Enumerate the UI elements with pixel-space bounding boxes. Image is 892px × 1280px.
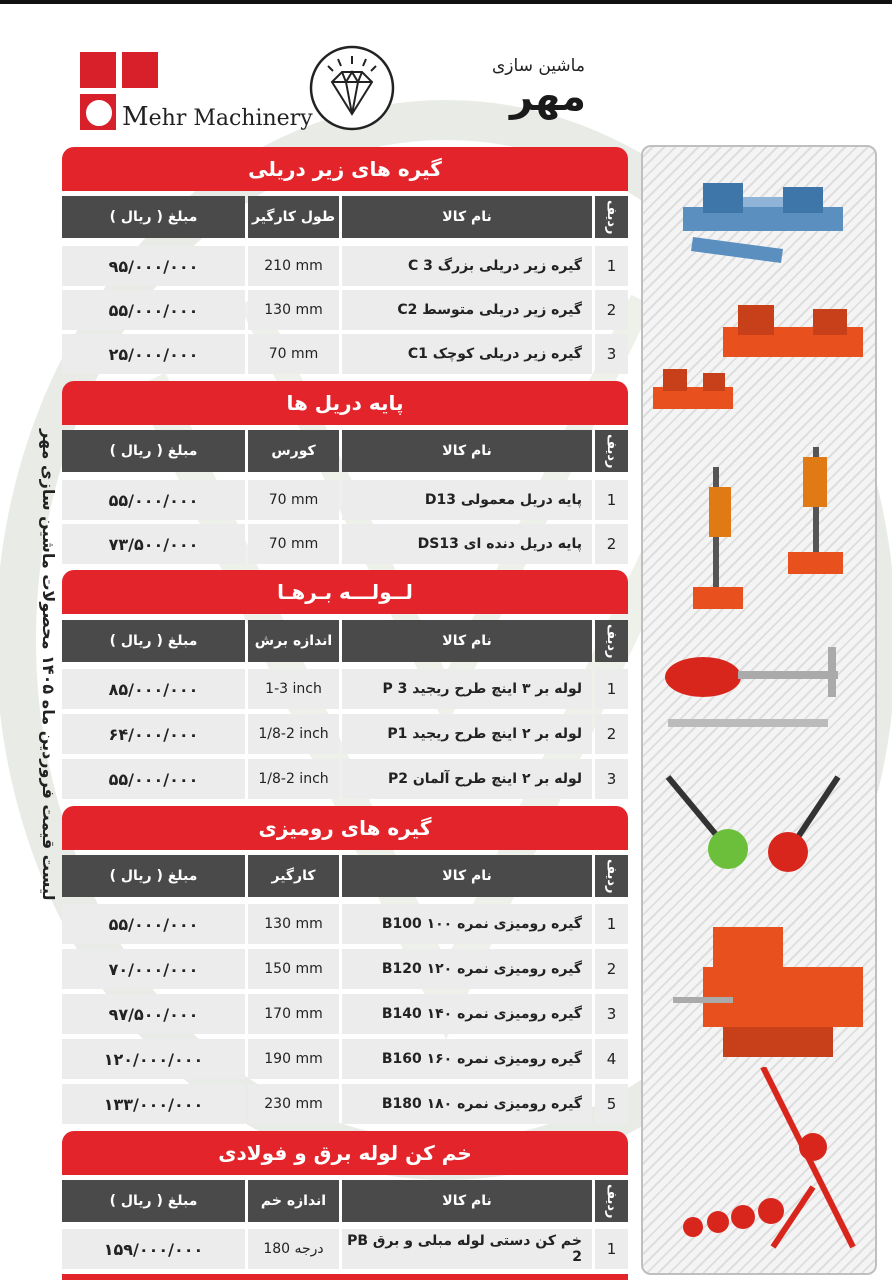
product-spec: 210 mm — [248, 246, 339, 286]
product-name: گیره زیر دریلی بزرگ C 3 — [342, 246, 592, 286]
bottom-accent-bar — [62, 1274, 628, 1280]
product-price: ۵۵/۰۰۰/۰۰۰ — [62, 759, 245, 799]
product-name: گیره زیر دریلی متوسط C2 — [342, 290, 592, 330]
product-spec: 130 mm — [248, 290, 339, 330]
row-number: 2 — [595, 714, 628, 754]
row-number: 3 — [595, 994, 628, 1034]
product-name: لوله بر ۲ اینچ طرح آلمان P2 — [342, 759, 592, 799]
col-header-price: مبلغ ( ریال ) — [62, 196, 245, 238]
product-name: گیره رومیزی نمره ۱۴۰ B140 — [342, 994, 592, 1034]
product-price: ۱۵۹/۰۰۰/۰۰۰ — [62, 1229, 245, 1269]
section-title-pipe-cutters: لــولـــه بـرهـا — [62, 570, 628, 614]
col-header-name: نام کالا — [342, 855, 592, 897]
section-title-drill-stands: پایه دریل ها — [62, 381, 628, 425]
col-header-price: مبلغ ( ریال ) — [62, 1180, 245, 1222]
product-name: پایه دریل دنده ای DS13 — [342, 524, 592, 564]
col-header-price: مبلغ ( ریال ) — [62, 430, 245, 472]
product-name: گیره رومیزی نمره ۱۸۰ B180 — [342, 1084, 592, 1124]
pipe-cutter-pair-image — [658, 767, 868, 877]
product-spec: 170 mm — [248, 994, 339, 1034]
product-spec: 230 mm — [248, 1084, 339, 1124]
brand-name-en: Mehr Machinery — [122, 102, 313, 132]
product-price: ۶۴/۰۰۰/۰۰۰ — [62, 714, 245, 754]
row-number: 1 — [595, 904, 628, 944]
product-spec: 130 mm — [248, 904, 339, 944]
row-number: 2 — [595, 949, 628, 989]
product-spec: 1/8-2 inch — [248, 714, 339, 754]
col-header-name: نام کالا — [342, 430, 592, 472]
section-title-bench-vises: گیره های رومیزی — [62, 806, 628, 850]
row-number: 1 — [595, 246, 628, 286]
col-header-name: نام کالا — [342, 196, 592, 238]
product-spec: 150 mm — [248, 949, 339, 989]
product-spec: 70 mm — [248, 524, 339, 564]
row-number: 1 — [595, 1229, 628, 1269]
section-title-drill-vises: گیره های زیر دریلی — [62, 147, 628, 191]
product-price: ۹۵/۰۰۰/۰۰۰ — [62, 246, 245, 286]
product-name: گیره رومیزی نمره ۱۶۰ B160 — [342, 1039, 592, 1079]
col-header-price: مبلغ ( ریال ) — [62, 855, 245, 897]
product-price: ۲۵/۰۰۰/۰۰۰ — [62, 334, 245, 374]
section-title-pipe-benders: خم کن لوله برق و فولادی — [62, 1131, 628, 1175]
row-number: 1 — [595, 669, 628, 709]
col-header-spec: کورس — [248, 430, 339, 472]
price-list-caption: لیست قیمت فروردین ماه ۱۴۰۵ محصولات ماشین سازی مهر — [39, 428, 58, 900]
product-name: گیره زیر دریلی کوچک C1 — [342, 334, 592, 374]
col-header-spec: اندازه خم — [248, 1180, 339, 1222]
product-price: ۷۳/۵۰۰/۰۰۰ — [62, 524, 245, 564]
product-price: ۱۲۰/۰۰۰/۰۰۰ — [62, 1039, 245, 1079]
product-price: ۱۳۳/۰۰۰/۰۰۰ — [62, 1084, 245, 1124]
row-number: 3 — [595, 759, 628, 799]
product-price: ۵۵/۰۰۰/۰۰۰ — [62, 480, 245, 520]
col-header-spec: طول کارگیر — [248, 196, 339, 238]
row-number: 4 — [595, 1039, 628, 1079]
col-header-radif: ردیف — [595, 430, 628, 472]
col-header-radif: ردیف — [595, 1180, 628, 1222]
product-name: لوله بر ۳ اینچ طرح ریجید P 3 — [342, 669, 592, 709]
product-spec: 70 mm — [248, 480, 339, 520]
col-header-radif: ردیف — [595, 620, 628, 662]
product-name: پایه دریل معمولی D13 — [342, 480, 592, 520]
drill-vise-blue-image — [673, 167, 853, 267]
drill-stand-image — [663, 437, 863, 617]
product-name: گیره رومیزی نمره ۱۰۰ B100 — [342, 904, 592, 944]
product-name: گیره رومیزی نمره ۱۲۰ B120 — [342, 949, 592, 989]
product-images-panel — [641, 145, 877, 1275]
bench-vise-image — [653, 907, 873, 1087]
row-number: 5 — [595, 1084, 628, 1124]
drill-vise-red-image — [653, 297, 873, 427]
pipe-cutter-image — [658, 637, 868, 737]
brand-title-fa: مهر — [510, 74, 587, 120]
col-header-spec: کارگیر — [248, 855, 339, 897]
pipe-bender-image — [663, 1067, 873, 1257]
col-header-radif: ردیف — [595, 196, 628, 238]
product-price: ۵۵/۰۰۰/۰۰۰ — [62, 904, 245, 944]
product-price: ۵۵/۰۰۰/۰۰۰ — [62, 290, 245, 330]
col-header-name: نام کالا — [342, 620, 592, 662]
product-spec: 1-3 inch — [248, 669, 339, 709]
product-spec: 190 mm — [248, 1039, 339, 1079]
col-header-spec: اندازه برش — [248, 620, 339, 662]
row-number: 3 — [595, 334, 628, 374]
product-price: ۷۰/۰۰۰/۰۰۰ — [62, 949, 245, 989]
row-number: 2 — [595, 290, 628, 330]
product-name: لوله بر ۲ اینچ طرح ریجید P1 — [342, 714, 592, 754]
product-spec: 70 mm — [248, 334, 339, 374]
col-header-radif: ردیف — [595, 855, 628, 897]
product-price: ۸۵/۰۰۰/۰۰۰ — [62, 669, 245, 709]
product-spec: 1/8-2 inch — [248, 759, 339, 799]
diamond-icon — [308, 44, 396, 132]
product-spec: 180 درجه — [248, 1229, 339, 1269]
product-name: خم کن دستی لوله مبلی و برق PB 2 — [342, 1229, 592, 1269]
col-header-price: مبلغ ( ریال ) — [62, 620, 245, 662]
col-header-name: نام کالا — [342, 1180, 592, 1222]
top-border — [0, 0, 892, 4]
brand-subtitle-fa: ماشین سازی — [492, 56, 585, 76]
product-price: ۹۷/۵۰۰/۰۰۰ — [62, 994, 245, 1034]
row-number: 2 — [595, 524, 628, 564]
row-number: 1 — [595, 480, 628, 520]
